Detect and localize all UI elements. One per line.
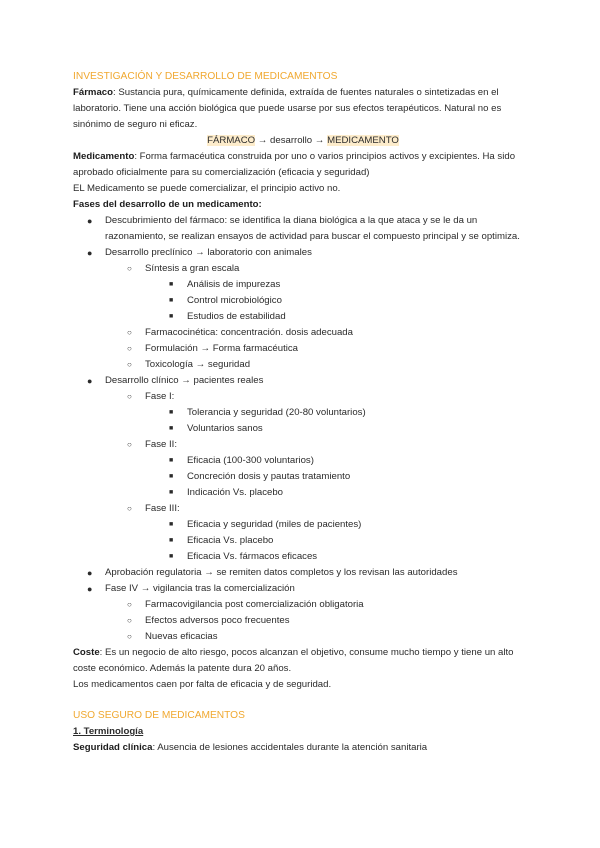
bullet-circle-icon: ○ — [127, 600, 132, 609]
bullet-square-icon: ■ — [169, 473, 174, 480]
list-item-text: Análisis de impurezas — [187, 279, 281, 290]
commercial-note: EL Medicamento se puede comercializar, el principio activo no. — [73, 183, 341, 194]
bullet-disc-icon: ● — [87, 216, 93, 226]
bullet-circle-icon: ○ — [127, 360, 132, 369]
list-item-text: Desarrollo clínico → pacientes reales — [105, 375, 264, 386]
list-item-text: Nuevas eficacias — [145, 631, 218, 642]
bullet-circle-icon: ○ — [127, 392, 132, 401]
bullet-disc-icon: ● — [87, 376, 93, 386]
farmaco-paragraph — [73, 85, 533, 133]
list-item — [105, 437, 533, 501]
section-heading-uso-seguro: USO SEGURO DE MEDICAMENTOS — [73, 710, 245, 721]
fail-note: Los medicamentos caen por falta de eficacia y de seguridad. — [73, 679, 332, 690]
bullet-disc-icon: ● — [87, 568, 93, 578]
list-item — [145, 309, 533, 325]
bullet-disc-icon: ● — [87, 584, 93, 594]
sub-sub-list — [145, 517, 533, 565]
list-item-text: Farmacocinética: concentración. dosis adecuada — [145, 327, 353, 338]
sub-list — [105, 389, 533, 565]
medicamento-definition: : Forma farmacéutica construida por uno o varios principios activos y excipientes. Ha sido aprobado oficialmente para su comercialización (eficacia y seguridad) — [73, 151, 516, 178]
terminologia-subtitle: 1. Terminología — [73, 726, 144, 737]
seguridad-definition: : Ausencia de lesiones accidentales durante la atención sanitaria — [152, 742, 428, 753]
list-item — [105, 389, 533, 437]
flow-farmaco: FÁRMACO — [207, 135, 256, 146]
sub-list — [105, 597, 533, 645]
list-item-text: Farmacovigilancia post comercialización obligatoria — [145, 599, 364, 610]
list-item-text: Voluntarios sanos — [187, 423, 263, 434]
list-item-text: Indicación Vs. placebo — [187, 487, 283, 498]
bullet-circle-icon: ○ — [127, 344, 132, 353]
list-item — [145, 549, 533, 565]
list-item-text: Fase I: — [145, 391, 175, 402]
bullet-disc-icon: ● — [87, 248, 93, 258]
list-item — [145, 405, 533, 421]
list-item — [105, 629, 533, 645]
list-item-text: Efectos adversos poco frecuentes — [145, 615, 290, 626]
coste-definition: : Es un negocio de alto riesgo, pocos alcanzan el objetivo, consume mucho tiempo y tiene un alto coste económico. Además la patente dura 20 años. — [73, 647, 514, 674]
list-item — [145, 453, 533, 469]
list-item — [145, 469, 533, 485]
flow-medicamento: MEDICAMENTO — [327, 135, 399, 146]
list-item-text: Formulación → Forma farmacéutica — [145, 343, 299, 354]
list-item — [145, 533, 533, 549]
flow-arrow: → desarrollo → — [255, 135, 328, 146]
phases-list — [73, 213, 533, 645]
list-item-text: Fase III: — [145, 503, 180, 514]
list-item-text: Tolerancia y seguridad (20-80 voluntarios) — [187, 407, 366, 418]
bullet-circle-icon: ○ — [127, 504, 132, 513]
bullet-circle-icon: ○ — [127, 264, 132, 273]
bullet-square-icon: ■ — [169, 537, 174, 544]
bullet-square-icon: ■ — [169, 521, 174, 528]
bullet-square-icon: ■ — [169, 489, 174, 496]
coste-paragraph — [73, 645, 533, 677]
section-heading-investigacion: INVESTIGACIÓN Y DESARROLLO DE MEDICAMENTOS — [73, 71, 338, 82]
bullet-circle-icon: ○ — [127, 440, 132, 449]
list-item — [145, 517, 533, 533]
sub-list — [105, 261, 533, 373]
list-item — [73, 581, 533, 645]
list-item — [73, 245, 533, 373]
bullet-square-icon: ■ — [169, 281, 174, 288]
list-item-text: Eficacia y seguridad (miles de pacientes) — [187, 519, 362, 530]
list-item-text: Eficacia (100-300 voluntarios) — [187, 455, 314, 466]
farmaco-term: Fármaco — [73, 87, 113, 98]
list-item-text: Eficacia Vs. placebo — [187, 535, 274, 546]
list-item-text: Aprobación regulatoria → se remiten datos completos y los revisan las autoridades — [105, 567, 458, 578]
list-item-text: Fase II: — [145, 439, 177, 450]
document-page — [73, 70, 533, 756]
list-item — [105, 261, 533, 325]
bullet-square-icon: ■ — [169, 409, 174, 416]
list-item — [105, 341, 533, 357]
bullet-circle-icon: ○ — [127, 616, 132, 625]
list-item-text: Concreción dosis y pautas tratamiento — [187, 471, 351, 482]
list-item-text: Descubrimiento del fármaco: se identifica la diana biológica a la que ataca y se le da un razonamiento, se realizan ensayos de actividad para buscar el compuesto principal y se optimiza. — [105, 215, 520, 242]
medicamento-paragraph — [73, 149, 533, 181]
bullet-square-icon: ■ — [169, 457, 174, 464]
bullet-square-icon: ■ — [169, 313, 174, 320]
flow-line — [73, 133, 533, 149]
list-item-text: Síntesis a gran escala — [145, 263, 240, 274]
list-item — [105, 501, 533, 565]
list-item — [73, 565, 533, 581]
bullet-square-icon: ■ — [169, 553, 174, 560]
phases-title-line — [73, 197, 533, 213]
sub-sub-list — [145, 453, 533, 501]
list-item-text: Desarrollo preclínico → laboratorio con animales — [105, 247, 312, 258]
seguridad-paragraph — [73, 740, 533, 756]
list-item — [73, 373, 533, 565]
list-item-text: Estudios de estabilidad — [187, 311, 286, 322]
list-item — [145, 485, 533, 501]
list-item — [105, 613, 533, 629]
list-item — [145, 293, 533, 309]
bullet-circle-icon: ○ — [127, 328, 132, 337]
phases-title: Fases del desarrollo de un medicamento: — [73, 199, 262, 210]
list-item-text: Toxicología → seguridad — [145, 359, 251, 370]
terminologia-subtitle-line — [73, 724, 533, 740]
list-item — [145, 277, 533, 293]
medicamento-term: Medicamento — [73, 151, 135, 162]
list-item-text: Control microbiológico — [187, 295, 282, 306]
list-item — [105, 357, 533, 373]
list-item — [73, 213, 533, 245]
coste-term: Coste — [73, 647, 100, 658]
bullet-square-icon: ■ — [169, 297, 174, 304]
list-item — [105, 325, 533, 341]
sub-sub-list — [145, 405, 533, 437]
bullet-square-icon: ■ — [169, 425, 174, 432]
list-item — [145, 421, 533, 437]
sub-sub-list — [145, 277, 533, 325]
bullet-circle-icon: ○ — [127, 632, 132, 641]
farmaco-definition: : Sustancia pura, químicamente definida, extraída de fuentes naturales o sintetizadas en el laboratorio. Tiene una acción biológica que puede usarse por sus efectos terapéuticos. Natural no es sinónimo de seguro ni eficaz. — [73, 87, 502, 130]
seguridad-term: Seguridad clínica — [73, 742, 153, 753]
list-item-text: Fase IV → vigilancia tras la comercialización — [105, 583, 295, 594]
list-item-text: Eficacia Vs. fármacos eficaces — [187, 551, 318, 562]
list-item — [105, 597, 533, 613]
